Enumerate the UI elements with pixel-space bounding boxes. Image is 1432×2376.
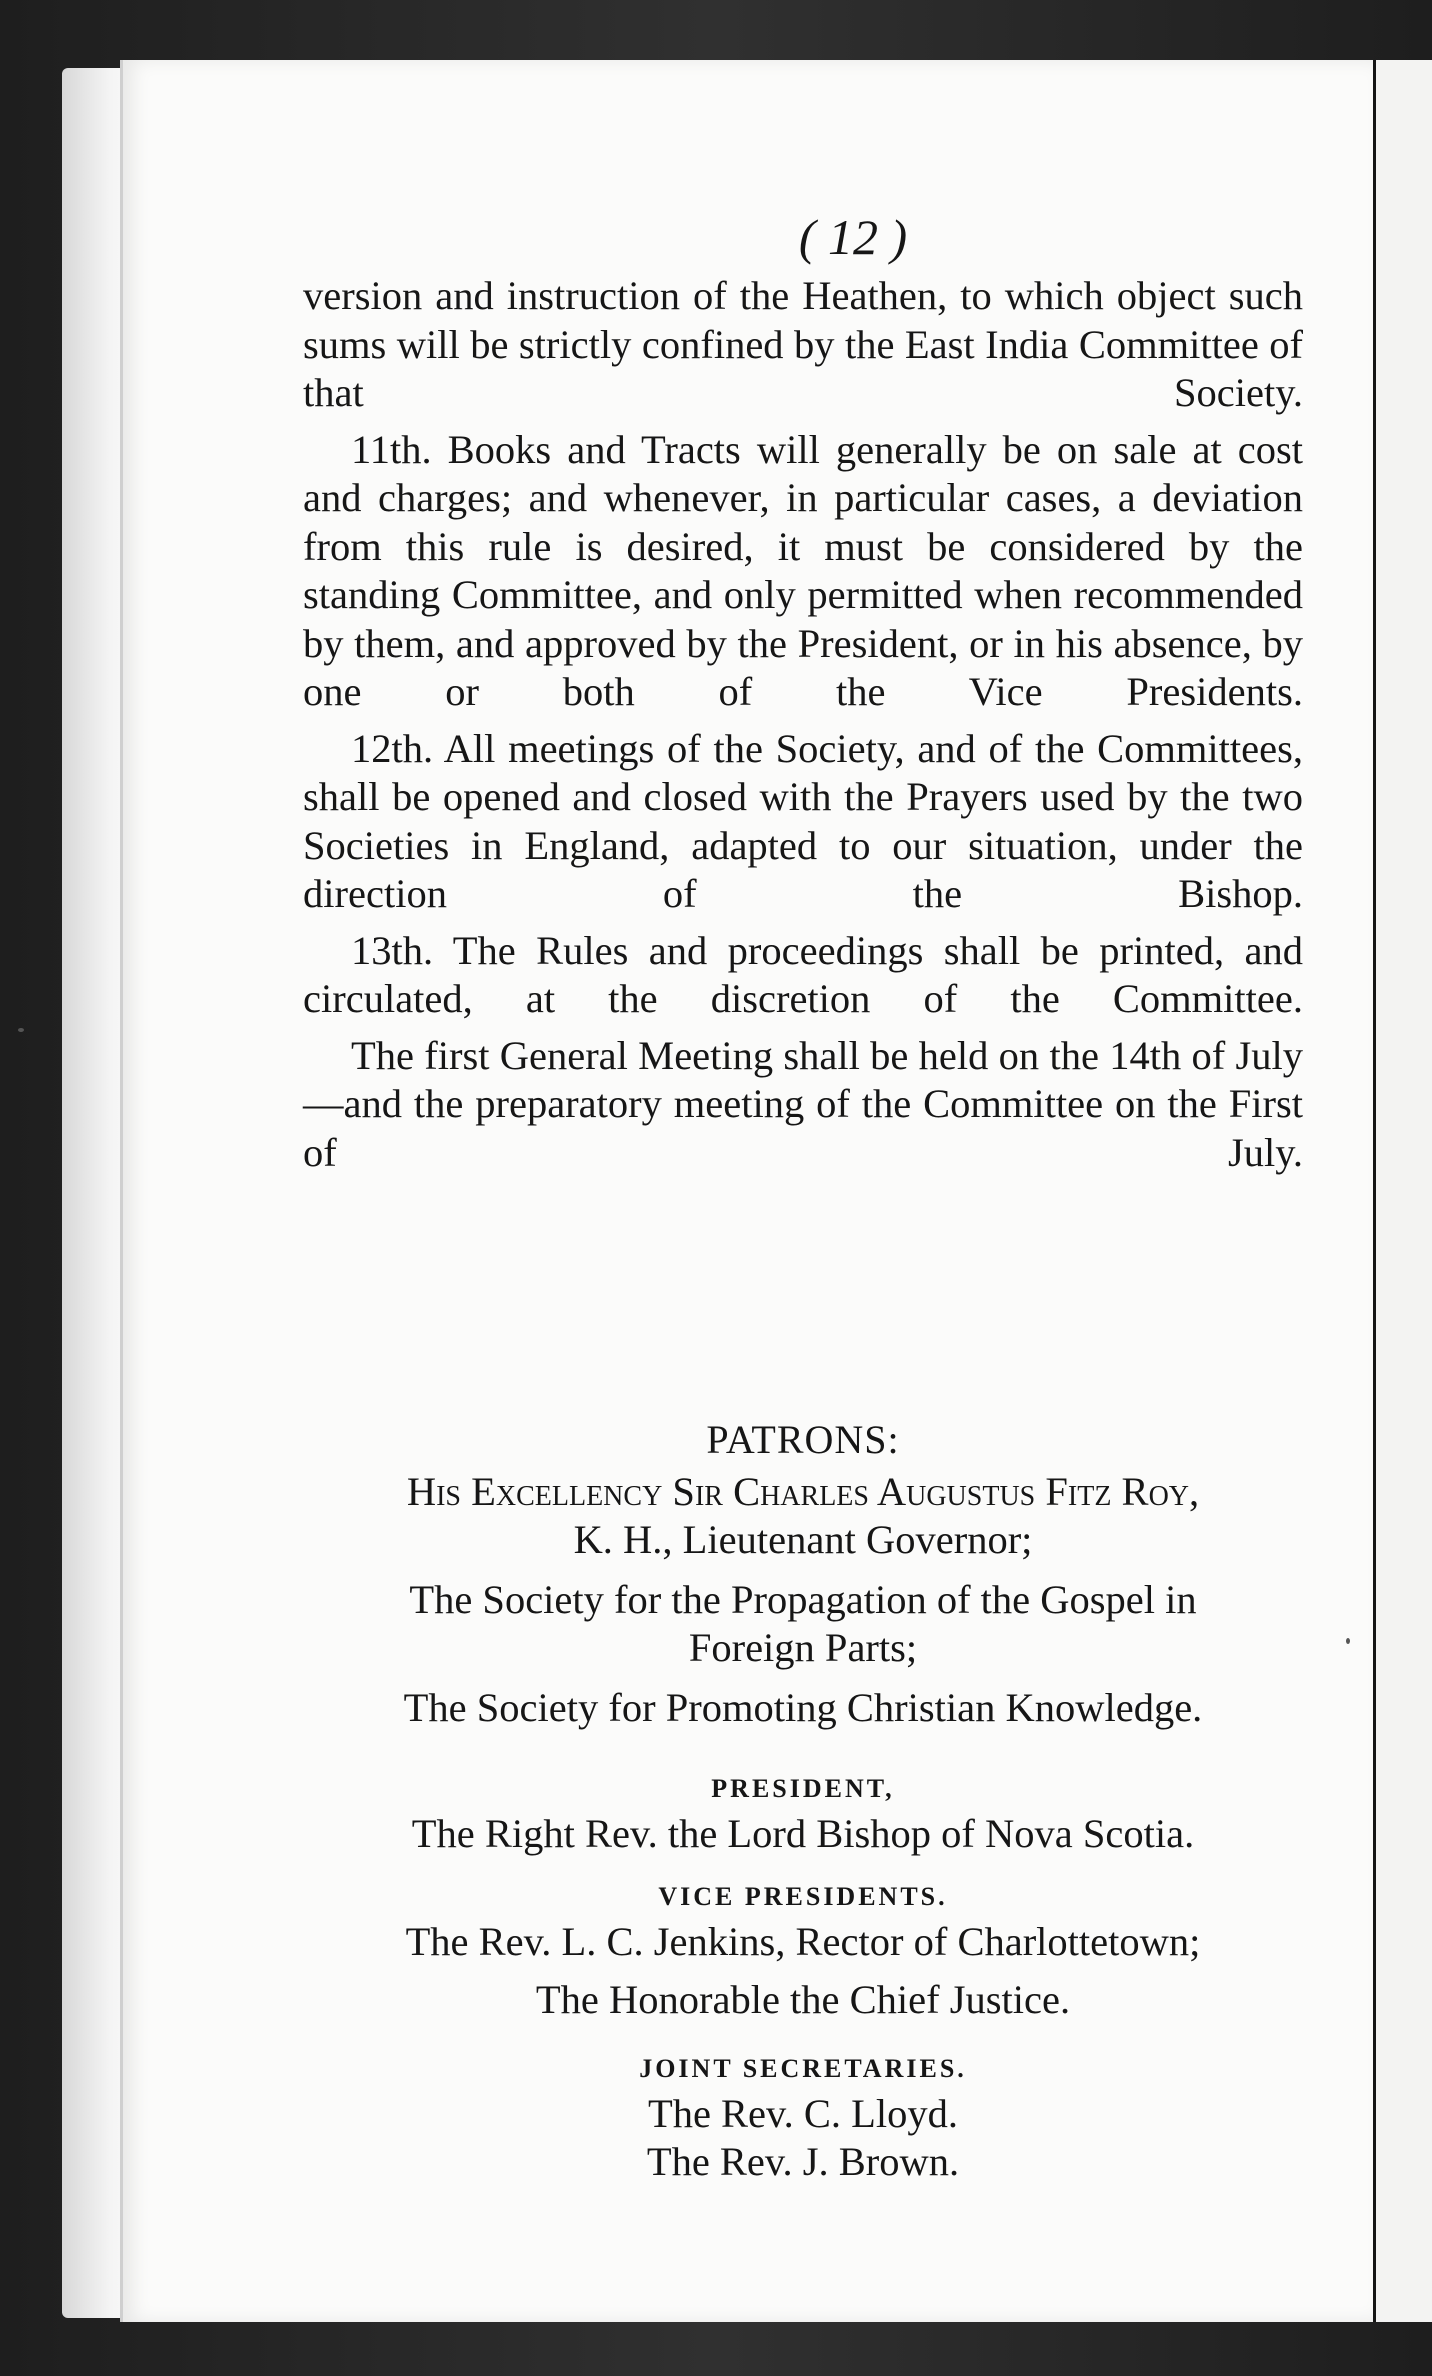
paragraph-rule-13: 13th. The Rules and proceedings shall be printed, and circulated, at the discretion of the Committee. xyxy=(303,927,1303,1021)
president-name: The Right Rev. the Lord Bishop of Nova Scotia. xyxy=(411,1811,1195,1856)
president-heading: PRESIDENT, xyxy=(711,1774,895,1803)
paragraph-first-meeting: The first General Meeting shall be held on the 14th of July—and the preparatory meeting of the Committee on the First of July. xyxy=(303,1032,1303,1175)
scan-speck xyxy=(1346,1638,1350,1644)
joint-secretaries-list xyxy=(303,2090,1303,2186)
vice-presidents-list xyxy=(303,1918,1303,2024)
patron-entry xyxy=(303,1684,1303,1732)
patron-line: His Excellency Sir Charles Augustus Fitz Roy, xyxy=(406,1469,1200,1514)
patron-entry xyxy=(303,1468,1303,1564)
patron-line: K. H., Lieutenant Governor; xyxy=(573,1517,1033,1562)
body-text xyxy=(303,272,1303,1185)
patrons-list xyxy=(303,1468,1303,1744)
paragraph-rule-12: 12th. All meetings of the Society, and of the Committees, shall be opened and closed with the Prayers used by the two Societies in England, adapted to our situation, under the direction of the Bishop. xyxy=(303,725,1303,916)
document-page xyxy=(120,60,1373,2322)
secretary-name: The Rev. C. Lloyd. xyxy=(647,2091,959,2136)
patrons-heading: PATRONS: xyxy=(706,1417,900,1462)
paragraph-continuation: version and instruction of the Heathen, to which object such sums will be strictly confined by the East India Committee of that Society. xyxy=(303,273,1303,415)
vice-president-name: The Honorable the Chief Justice. xyxy=(535,1977,1071,2022)
patron-entry xyxy=(303,1576,1303,1672)
page-number: ( 12 ) xyxy=(798,209,908,265)
secretary-name: The Rev. J. Brown. xyxy=(646,2139,960,2184)
patron-line: The Society for the Propagation of the Gospel in xyxy=(409,1577,1197,1622)
joint-secretaries-heading: JOINT SECRETARIES. xyxy=(639,2054,967,2083)
vice-president-name: The Rev. L. C. Jenkins, Rector of Charlottetown; xyxy=(405,1919,1201,1964)
patron-line: The Society for Promoting Christian Knowledge. xyxy=(403,1685,1203,1730)
paragraph-rule-11: 11th. Books and Tracts will generally be on sale at cost and charges; and whenever, in particular cases, a deviation from this rule is desired, it must be considered by the standing Committee, and only permitted when recommended by them, and approved by the President, or in his absence, by one or both of the Vice Presidents. xyxy=(303,426,1303,714)
scan-speck xyxy=(18,1028,24,1032)
facing-page-edge xyxy=(1372,60,1432,2322)
patron-line: Foreign Parts; xyxy=(688,1625,918,1670)
vice-presidents-heading: VICE PRESIDENTS. xyxy=(658,1882,948,1911)
